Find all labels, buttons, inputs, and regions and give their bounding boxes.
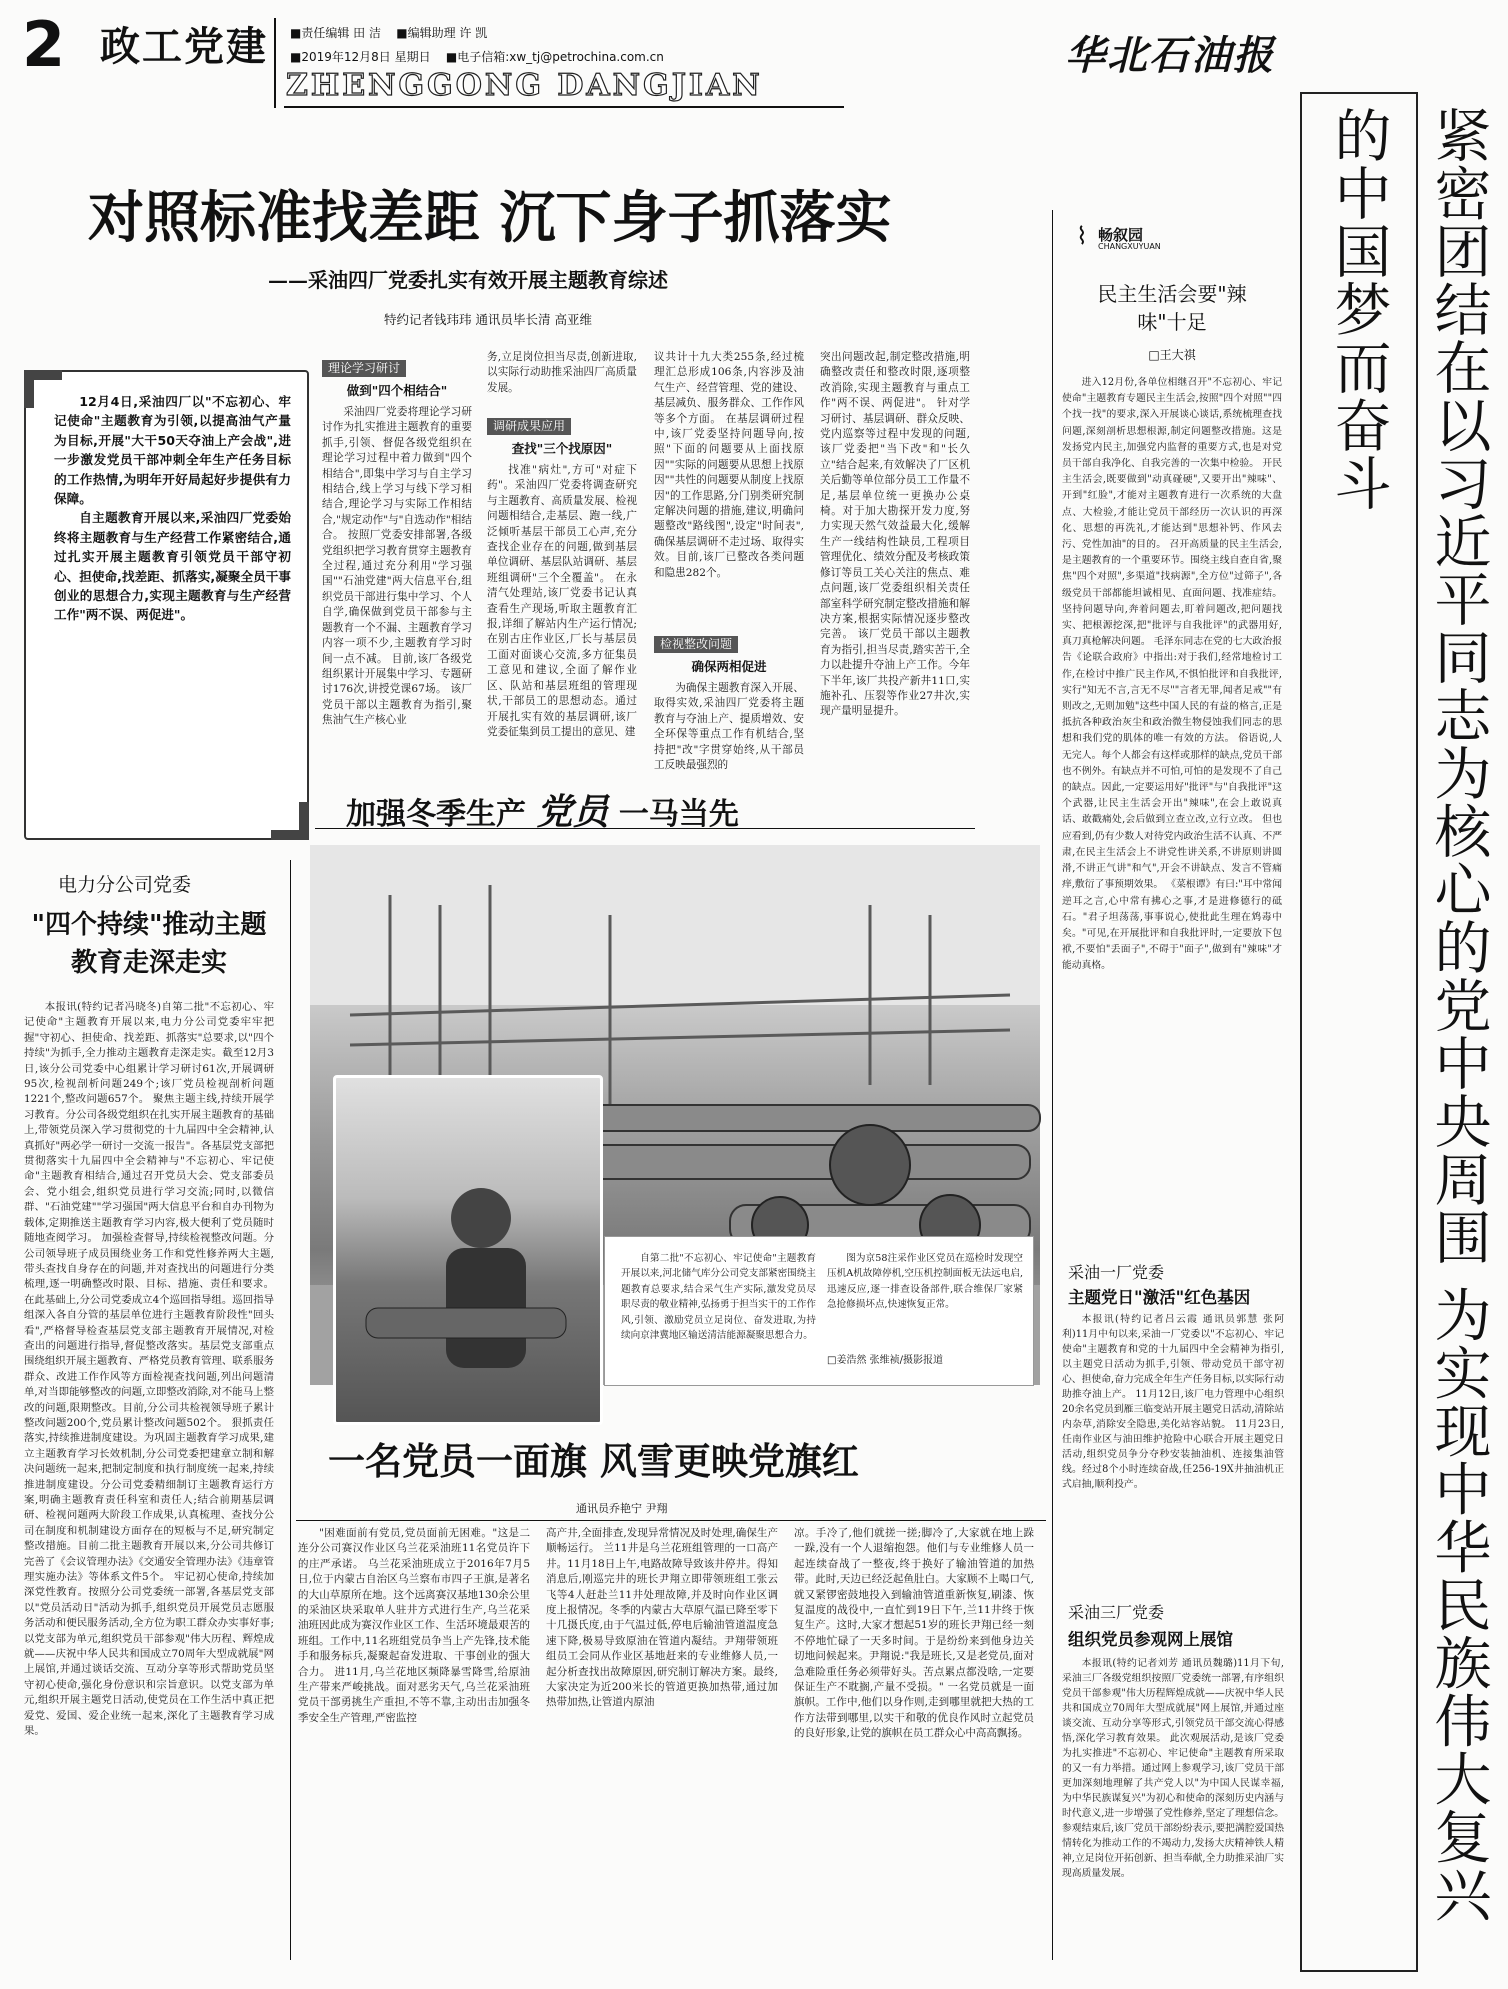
- box-bracket-bottom: [271, 802, 309, 840]
- snow-byline: 通讯员乔艳宁 尹翔: [576, 1502, 668, 1515]
- lead-col-1: 采油四厂党委将理论学习研讨作为扎实推进主题教育的重要抓手,引领、督促各级党组织在理论学习过程中着力做到"四个相结合",即集中学习与自主学习相结合,线上学习与线下学习相结合,理论学习与实际工作相结合,"规定动作"与"自选动作"相结合。 按照厂党委安排部署,各级党组织把学习教育贯穿主题教育全过程,通过充分利用"学习强国""石油党建"两大信息平台,组织党员干部进行集中学习、个人自学,确保做到党员干部参与主题教育一个不漏、主题教育学习内容一项不少,主题教育学习时间一点不减。 目前,该厂各级党组织累计开展集中学习、专题研讨176次,讲授党课67场。 该厂党员干部以主题教育为指引,聚焦油气生产核心业: [322, 406, 472, 727]
- electric-kicker: 电力分公司党委: [58, 874, 192, 896]
- column-title: 民主生活会要"辣味"十足: [1097, 282, 1247, 334]
- right-column-divider: [1052, 210, 1053, 1960]
- lead-col-3: 议共计十九大类255条,经过梳理汇总形成106条,内容涉及油气生产、经营管理、党的建设、基层减负、服务群众、工作作风等多个方面。 在基层调研过程中,该厂党委坚持问题导向,按照"下面的问题要从上面找原因""实际的问题要从思想上找原因""共性的问题要从制度上找原因"的工作思路,分门别类研究制定解决问题的措施,建议,明确问题整改"路线图",设定"时间表",确保基层调研不走过场、取得实效。目前,该厂已整改各类问题和隐患282个。: [654, 351, 804, 579]
- feature-caption-left: 自第二批"不忘初心、牢记使命"主题教育开展以来,河北储气库分公司党支部紧密围绕主题教育总要求,结合采气生产实际,激发党员尽职尽责的敬业精神,弘扬勇于担当实干的工作作风,引领、激励党员立足岗位、奋发进取,为持续向京津冀地区输送清洁能源凝聚思想合力。: [621, 1253, 816, 1342]
- lead-summary-box: [24, 370, 309, 840]
- section-label-1: 理论学习研讨: [322, 360, 406, 377]
- feature-photo-inset: [333, 1075, 603, 1425]
- date-line: [290, 48, 664, 65]
- plant3-kicker: 采油三厂党委: [1068, 1603, 1165, 1622]
- plant1-headline: 主题党日"激活"红色基因: [1068, 1288, 1251, 1307]
- plant3-headline: 组织党员参观网上展馆: [1068, 1630, 1233, 1649]
- left-column-divider: [290, 860, 291, 1960]
- snow-headline: 一名党员一面旗 风雪更映党旗红: [328, 1440, 859, 1483]
- section-label-3: 检视整改问题: [654, 636, 738, 653]
- right-banner: [1300, 92, 1491, 1972]
- feature-headline-c: 一马当先: [618, 797, 739, 832]
- snow-col-3: 凉。手冷了,他们就搓一搓;脚冷了,大家就在地上跺一跺,没有一个人退缩抱怨。他们与专业维修人员一起连续奋战了一整夜,终于换好了输油管道的加热带。此时,天边已经泛起鱼肚白。大家顾不上喝口气,就又紧锣密鼓地投入到输油管道重新恢复,刷漆、恢复温度的战役中,一直忙到19日下午,兰11井终于恢复生产。这时,大家才想起51岁的班长尹翔已经一刻不停地忙碌了一天多时间。于是纷纷来到他身边关切地问候起来。尹翔说:"我是班长,又是老党员,面对急难险重任务必须带好头。苦点累点都没啥,一定要保证生产不耽搁,产量不受损。" 一名党员就是一面旗帜。工作中,他们以身作则,走到哪里就把大热的工作方法带到哪里,以实干和敬的优良作风时立起党员的良好形象,让党的旗帜在员工群众心中高高飘扬。: [794, 1527, 1034, 1740]
- column-logo-mark: ⌇: [1076, 222, 1088, 250]
- plant3-body: 本报讯(特约记者刘芳 通讯员魏璐)11月下旬,采油三厂各级党组织按照厂党委统一部署,有序组织党员干部参观"伟大历程辉煌成就——庆祝中华人民共和国成立70周年大型成就展"网上展馆,并通过座谈交流、互动分享等形式,引领党员干部交流心得感悟,深化学习教育效果。 此次观展活动,是该厂党委为扎实推进"不忘初心、牢记使命"主题教育所采取的又一有力举措。通过网上参观学习,该厂党员干部更加深刻地理解了共产党人以"为中国人民谋幸福,为中华民族谋复兴"为初心和使命的深刻历史内涵与时代意义,进一步增强了党性修养,坚定了理想信念。 参观结束后,该厂党员干部纷纷表示,要把满腔爱国热情转化为推动工作的不竭动力,发扬大庆精神铁人精神,立足岗位开拓创新、担当奉献,全力助推采油厂实现高质量发展。: [1062, 1658, 1284, 1879]
- column-corner: [1062, 222, 1282, 1242]
- section-label-2: 调研成果应用: [487, 418, 571, 435]
- feature-headline-b: 党员: [536, 791, 609, 833]
- snow-col-2: 高产井,全面排查,发现异常情况及时处理,确保生产顺畅运行。 兰11井是乌兰花班组管理的一口高产井。11月18日上午,电路故障导致该井停井。得知消息后,刚巡完井的班长尹翔立即带领班组工张云飞等4人赶赴兰11井处理故障,并及时向作业区调度上报情况。冬季的内蒙古大草原气温已降至零下十几摄氏度,由于气温过低,停电后输油管道温度急速下降,极易导致原油在管道内凝结。尹翔带领班组员工会同从作业区基地赶来的专业维修人员,一起分析查找出故障原因,研究制订解决方案。最终,大家决定为近200米长的管道更换加热带,通过加热带加热,让管道内原油: [546, 1527, 778, 1709]
- editor: ■责任编辑 田 洁: [290, 26, 381, 40]
- electric-headline: "四个持续"推动主题教育走深走实: [31, 910, 267, 978]
- section-sub-1: 做到"四个相结合": [346, 383, 448, 398]
- worker-illustration: [336, 1078, 600, 1422]
- lead-headline: 对照标准找差距 沉下身子抓落实: [88, 186, 892, 251]
- column-logo: [1062, 222, 1282, 256]
- lead-col-4: 突出问题改起,制定整改措施,明确整改责任和整改时限,逐项整改消除,实现主题教育与重点工作"两不误、两促进"。 针对学习研讨、基层调研、群众反映、党内巡察等过程中发现的问题,该厂党委把"当下改"和"长久立"结合起来,有效解决了厂区机关后勤等单位部分员工工作量不足,基层单位统一更换办公桌椅。对于加大勘探开发力度,努力实现天然气效益最大化,缓解生产一线结构性缺员,工程项目管理优化、绩效分配及考核政策修订等员工关心关注的焦点、难点问题,该厂党委组织相关责任部室科学研究制定整改措施和解决方案,根据实际情况逐步整改完善。 该厂党员干部以主题教育为指引,担当尽责,踏实苦干,全力以赴提升夺油上产工作。今年下半年,该厂共投产新井11口,实施补孔、压裂等作业27井次,实现产量明显提升。: [820, 351, 970, 718]
- box-paragraph-2: 自主题教育开展以来,采油四厂党委始终将主题教育与生产经营工作紧密结合,通过扎实开展主题教育引领党员干部守初心、担使命,找差距、抓落实,凝聚全员干事创业的思想合力,实现主题教育与生产经营工作"两不误、两促进"。: [54, 510, 291, 623]
- column-body: 进入12月份,各单位相继召开"不忘初心、牢记使命"主题教育专题民主生活会,按照"四个对照""四个找一找"的要求,深入开展谈心谈话,系统梳理查找问题,深刻剖析思想根源,制定问题整改措施。这是发扬党内民主,加强党内监督的重要方式,也是对党员干部自我净化、自我完善的一次集中检验。 开民主生活会,既要做到"动真碰硬",又要开出"辣味"、开到"红脸",才能对主题教育进行一次系统的大盘点、大检验,才能让党员干部经历一次认识的再深化、思想的再洗礼,才能达到"思想补钙、作风去污、党性加油"的目的。 召开高质量的民主生活会,是主题教育的一个重要环节。围绕主线自查自省,聚焦"四个对照",多渠道"找病源",全方位"过筛子",各级党员干部都能坦诚相见、直面问题、找准症结。坚持问题导向,奔着问题去,盯着问题改,把问题找实、把根源挖深,把"批评与自我批评"的武器用好,真刀真枪解决问题。 毛泽东同志在党的七大政治报告《论联合政府》中指出:对于我们,经常地检讨工作,在检讨中推广民主作风,不惧怕批评和自我批评,实行"知无不言,言无不尽""言者无罪,闻者足戒""有则改之,无则加勉"这些中国人民的有益的格言,正是抵抗各种政治灰尘和政治微生物侵蚀我们同志的思想和我们党的肌体的唯一有效的方法。 俗语说,人无完人。每个人都会有这样或那样的缺点,党员干部也不例外。有缺点并不可怕,可怕的是发现不了自己的缺点。因此,一定要运用好"批评"与"自我批评"这个武器,让民主生活会开出"辣味",在会上敢说真话、敢戳痛处,会后做到立查立改,立行立改。 但也应看到,仍有少数人对待党内政治生活不认真、不严肃,在民主生活会上不讲党性讲关系,不讲原则讲圆滑,不讲正气讲"和气",开会不讲缺点、发言不管痛痒,敷衍了事预期效果。 《菜根谭》有曰:"耳中常闻逆耳之言,心中常有拂心之事,才是进修德行的砥石。"君子坦荡荡,事事说心,使批此生理在鸩毒中矣。"可见,在开展批评和自我批评时,一定要放下包袱,不要怕"丢面子",不碍于"面子",做到有"辣味"才能动真格。: [1062, 377, 1282, 972]
- newspaper-logo: 华北石油报: [1065, 32, 1275, 79]
- banner-slogan: 紧密团结在以习近平同志为核心的党中央周围 为实现中华民族伟大复兴的中国梦而奋斗: [1325, 106, 1491, 1924]
- assistant-editor: ■编辑助理 许 凯: [396, 26, 488, 40]
- lead-subhead: ——采油四厂党委扎实有效开展主题教育综述: [268, 268, 668, 292]
- plant1-body: 本报讯(特约记者吕云霞 通讯员郭慧 张阿利)11月中旬以来,采油一厂党委以"不忘初心、牢记使命"主题教育和党的十九届四中全会精神为指引,以主题党日活动为抓手,引领、带动党员干部守初心、担使命,奋力完成全年生产任务目标,以实际行动助推夺油上产。 11月12日,该厂电力管理中心组织20余名党员到雁三临变站开展主题党日活动,清除站内杂草,消除安全隐患,美化站容站貌。 11月23日,任南作业区与油田维护抢险中心联合开展主题党日活动,组织党员争分夺秒安装抽油机、连接集油管线。经过8个小时连续奋战,任256-19X井抽油机正式启抽,顺利投产。: [1062, 1314, 1284, 1490]
- lead-byline: 特约记者钱玮玮 通讯员毕长清 高亚维: [384, 312, 592, 327]
- feature-credit: □姜浩然 张维祯/摄影报道: [827, 1355, 943, 1366]
- masthead-underline: [284, 106, 844, 108]
- lead-col-3b: 为确保主题教育深入开展、取得实效,采油四厂党委将主题教育与夺油上产、提质增效、安全环保等重点工作有机结合,坚持把"改"字贯穿始终,从干部员工反映最强烈的: [654, 682, 804, 772]
- column-byline: □王大祺: [1148, 348, 1196, 362]
- email: ■电子信箱:xw_tj@petrochina.com.cn: [445, 50, 664, 64]
- feature-headline-a: 加强冬季生产: [346, 797, 526, 832]
- lead-col-2b: 找准"病灶",方可"对症下药"。采油四厂党委将调查研究与主题教育、高质量发展、检视问题相结合,走基层、跑一线,广泛倾听基层干部员工心声,充分查找企业存在的问题,做到基层单位调研、基层队站调研、基层班组调研"三个全覆盖"。 在永清气处理站,该厂党委书记认真查看生产现场,听取主题教育汇报,详细了解站内生产运行情况;在别古庄作业区,厂长与基层员工面对面谈心交流,多方征集员工意见和建议,全面了解作业区、队站和基层班组的管理现状,干部员工的思想动态。通过开展扎实有效的基层调研,该厂党委征集到员工提出的意见、建: [487, 464, 637, 738]
- box-paragraph-1: 12月4日,采油四厂以"不忘初心、牢记使命"主题教育为引领,以提高油气产量为目标,开展"大干50天夺油上产会战",进一步激发党员干部冲刺全年生产任务目标的工作热情,为明年开好局起好步提供有力保障。: [54, 394, 291, 507]
- electric-body: 本报讯(特约记者冯晓冬)自第二批"不忘初心、牢记使命"主题教育开展以来,电力分公司党委牢牢把握"守初心、担使命、找差距、抓落实"总要求,以"四个持续"为抓手,全力推动主题教育走深走实。截至12月3日,该分公司党委中心组累计学习研讨61次,开展调研95次,检视剖析问题249个;该厂党员检视剖析问题1221个,整改问题657个。 聚焦主题主线,持续开展学习教育。分公司各级党组织在扎实开展主题教育的基础上,带领党员深入学习贯彻党的十九届四中全会精神,认真抓好"两必学一研讨一交流一报告"。各基层党支部把贯彻落实十九届四中全会精神与"不忘初心、牢记使命"主题教育相结合,通过召开党员大会、党支部委员会、党小组会,组织党员进行学习交流;同时,以微信群、"石油党建""学习强国"两大信息平台和自办刊物为载体,定期推送主题教育学习内容,极大便利了党员随时随地查阅学习。 加强检查督导,持续检视整改问题。分公司领导班子成员围绕业务工作和党性修养两大主题,带头查找自身存在的问题,并对查找出的问题进行分类梳理,逐一明确整改时限、目标、措施、责任和要求。在此基础上,分公司党委成立4个巡回指导组。巡回指导组深入各自分管的基层单位进行主题教育阶段性"回头看",严格督导检查基层党支部主题教育开展情况,对检查出的问题进行指导,督促整改落实。基层党支部重点围绕组织开展主题教育、严格党员教育管理、联系服务群众、改进工作作风等方面检视查找问题,列出问题清单,对当即能够整改的问题,立即整改消除,对不能马上整改的问题,限期整改。目前,分公司共检视领导班子累计整改问题200个,党员累计整改问题502个。 狠抓责任落实,持续推进制度建设。为巩固主题教育学习成果,建立主题教育学习长效机制,分公司党委把建章立制和解决问题统一起来,把制定制度和执行制度统一起来,持续推进制度建设。分公司党委精细制订主题教育运行方案,明确主题教育责任科室和责任人;结合前期基层调研、检视问题两大阶段工作成果,认真梳理、查找分公司在制度和机制建设方面存在的短板与不足,研究制定整改措施。目前二批主题教育开展以来,分公司共修订完善了《会议管理办法》《交通安全管理办法》《违章管理实施办法》等体系文件5个。 牢记初心使命,持续加深党性教育。按照分公司党委统一部署,各基层党支部以"党员活动日"活动为抓手,组织党员开展党员志愿服务活动和便民服务活动,全方位为职工群众办实事好事;以党支部为单元,组织党员干部参观"伟大历程、辉煌成就——庆祝中华人民共和国成立70周年大型成就展"网上展馆,并通过谈话交流、互动分享等形式帮助党员坚守初心使命,强化身份意识和宗旨意识。以党支部为单元,组织开展主题党日活动,使党员在工作生活中真正把爱党、爱国、爱企业统一起来,深化了主题教育学习成果。: [24, 1001, 274, 1738]
- section-title: 政工党建: [100, 24, 268, 70]
- snow-top-rule: [296, 1520, 1046, 1521]
- section-sub-3: 确保两相促进: [691, 659, 767, 674]
- column-logo-text: 畅叙园: [1098, 226, 1144, 244]
- box-bracket-top: [24, 370, 62, 408]
- snow-col-1: "困难面前有党员,党员面前无困难。"这是二连分公司赛汉作业区乌兰花采油班11名党员许下的庄严承诺。 乌兰花采油班成立于2016年7月5日,位于内蒙古自治区乌兰察布市四子王旗,是著名的大山草原所在地。这个远离赛汉基地130余公里的采油区块采取单人驻井方式进行生产,乌兰花采油班因此成为赛汉作业区工作、生活环境最艰苦的班组。工作中,11名班组党员争当上产先锋,技术能手和服务标兵,凝聚起奋发进取、干事创业的强大合力。 进11月,乌兰花地区频降暴雪降雪,给原油生产带来严峻挑战。面对恶劣天气,乌兰花采油班党员干部勇挑生产重担,不等不靠,主动出击加强冬季安全生产管理,严密监控: [298, 1527, 530, 1724]
- feature-caption-right: 图为京58注采作业区党员在巡检时发现空压机A机故障停机,空压机控制面板无法远电启,迅速反应,逐一排查设备部件,联合维保厂家紧急抢修损坏点,快速恢复正常。: [827, 1253, 1023, 1311]
- editor-line: [290, 24, 487, 41]
- lead-col-2: 务,立足岗位担当尽责,创新进取,以实际行动助推采油四厂高质量发展。: [487, 351, 637, 394]
- column-logo-pinyin: CHANGXUYUAN: [1098, 242, 1161, 251]
- section-pinyin: ZHENGGONG DANGJIAN: [286, 68, 763, 103]
- feature-caption-box: [604, 1236, 1034, 1386]
- section-sub-2: 查找"三个找原因": [511, 441, 613, 456]
- issue-date: ■2019年12月8日 星期日: [290, 50, 431, 64]
- masthead-divider: [274, 18, 276, 108]
- plant1-kicker: 采油一厂党委: [1068, 1263, 1165, 1282]
- feature-headline: [346, 792, 739, 835]
- page-number: 2: [22, 8, 66, 81]
